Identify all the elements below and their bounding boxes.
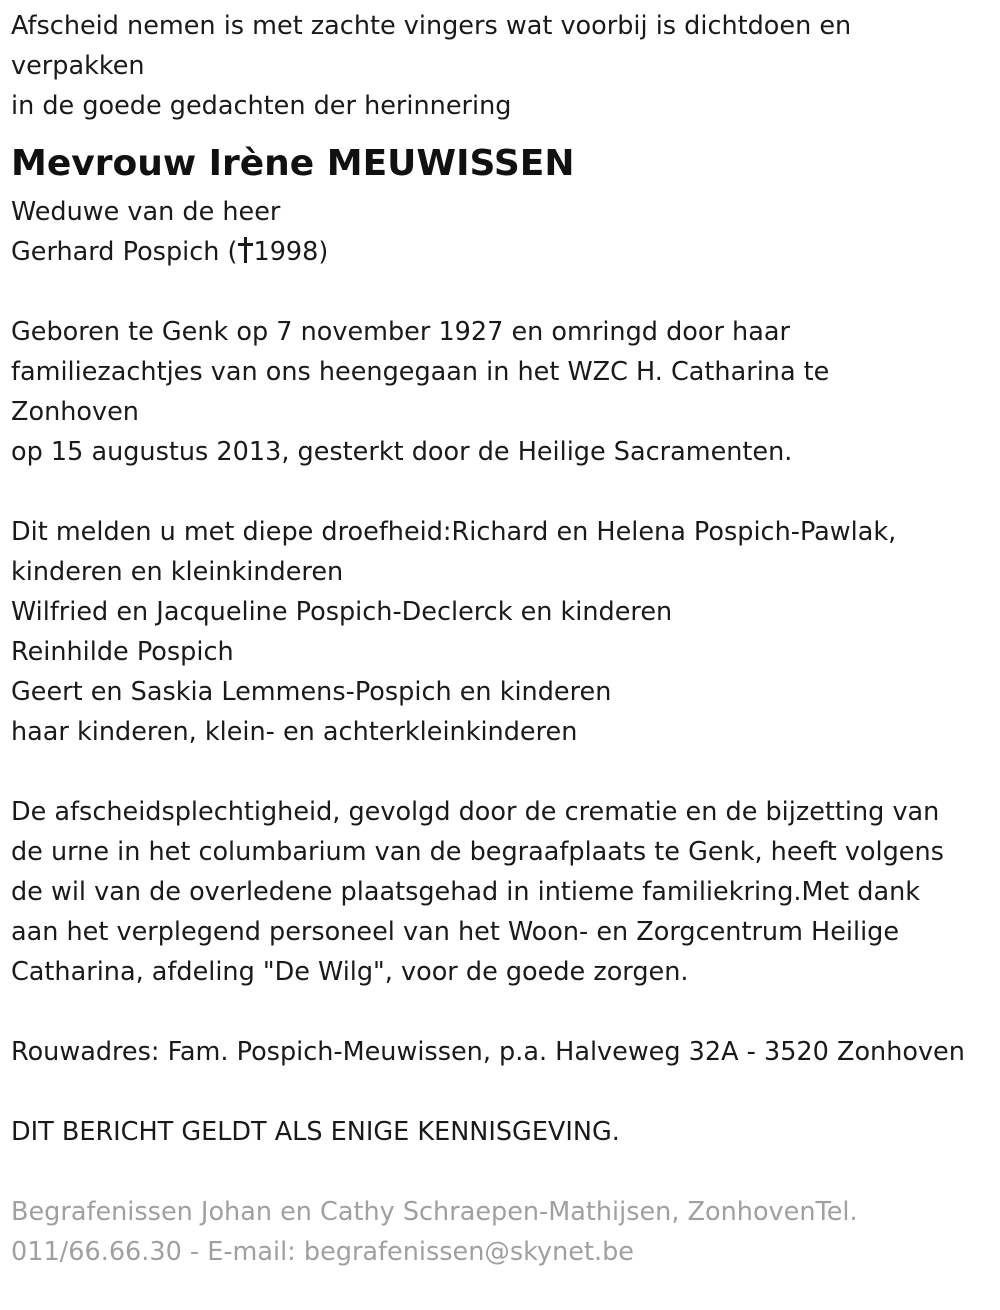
spacer bbox=[11, 272, 993, 312]
spacer bbox=[11, 752, 993, 792]
paragraph-line: Reinhilde Pospich bbox=[11, 637, 234, 667]
spacer bbox=[11, 992, 993, 1032]
paragraph-line: Wilfried en Jacqueline Pospich-Declerck en kinderen bbox=[11, 597, 673, 627]
paragraph-line: haar kinderen, klein- en achterkleinkinderen bbox=[11, 717, 578, 747]
paragraph-line: familiezachtjes van ons heengegaan in het WZC H. Catharina te bbox=[11, 357, 830, 387]
paragraph-line: op 15 augustus 2013, gesterkt door de Heilige Sacramenten. bbox=[11, 437, 793, 467]
obituary-notice bbox=[11, 6, 993, 1272]
paragraph-line: Geert en Saskia Lemmens-Pospich en kinderen bbox=[11, 677, 612, 707]
spouse-line bbox=[11, 232, 993, 272]
paragraph-line: aan het verplegend personeel van het Woon- en Zorgcentrum Heilige bbox=[11, 917, 900, 947]
spacer bbox=[11, 1072, 993, 1112]
family-paragraph bbox=[11, 512, 993, 752]
spacer bbox=[11, 472, 993, 512]
paragraph-line: Geboren te Genk op 7 november 1927 en omringd door haar bbox=[11, 317, 790, 347]
paragraph-line: de urne in het columbarium van de begraafplaats te Genk, heeft volgens bbox=[11, 837, 944, 867]
cross-icon bbox=[238, 237, 252, 263]
funeral-home-line: 011/66.66.30 - E-mail: begrafenissen@skynet.be bbox=[11, 1237, 634, 1267]
poem-line: verpakken bbox=[11, 51, 145, 81]
poem-line: in de goede gedachten der herinnering bbox=[11, 91, 512, 121]
paragraph-line: De afscheidsplechtigheid, gevolgd door de crematie en de bijzetting van bbox=[11, 797, 940, 827]
paragraph-line: Catharina, afdeling "De Wilg", voor de goede zorgen. bbox=[11, 957, 689, 987]
funeral-home-line: Begrafenissen Johan en Cathy Schraepen-Mathijsen, ZonhovenTel. bbox=[11, 1197, 858, 1227]
paragraph-line: Zonhoven bbox=[11, 397, 139, 427]
birth-death-paragraph bbox=[11, 312, 993, 472]
widow-of: Weduwe van de heer bbox=[11, 197, 281, 227]
deceased-name: Mevrouw Irène MEUWISSEN bbox=[11, 143, 575, 184]
paragraph-line: kinderen en kleinkinderen bbox=[11, 557, 344, 587]
funeral-home-info bbox=[11, 1192, 993, 1272]
spacer bbox=[11, 1152, 993, 1192]
sole-notice: DIT BERICHT GELDT ALS ENIGE KENNISGEVING. bbox=[11, 1117, 620, 1147]
poem-line: Afscheid nemen is met zachte vingers wat voorbij is dichtdoen en bbox=[11, 11, 852, 41]
poem bbox=[11, 6, 993, 126]
ceremony-paragraph bbox=[11, 792, 993, 992]
spouse-name: Gerhard Pospich ( bbox=[11, 237, 238, 267]
mourning-address: Rouwadres: Fam. Pospich-Meuwissen, p.a. Halveweg 32A - 3520 Zonhoven bbox=[11, 1037, 965, 1067]
spouse-death-year: 1998) bbox=[253, 237, 329, 267]
paragraph-line: Dit melden u met diepe droefheid:Richard en Helena Pospich-Pawlak, bbox=[11, 517, 897, 547]
spouse-info bbox=[11, 192, 993, 272]
paragraph-line: de wil van de overledene plaatsgehad in intieme familiekring.Met dank bbox=[11, 877, 921, 907]
